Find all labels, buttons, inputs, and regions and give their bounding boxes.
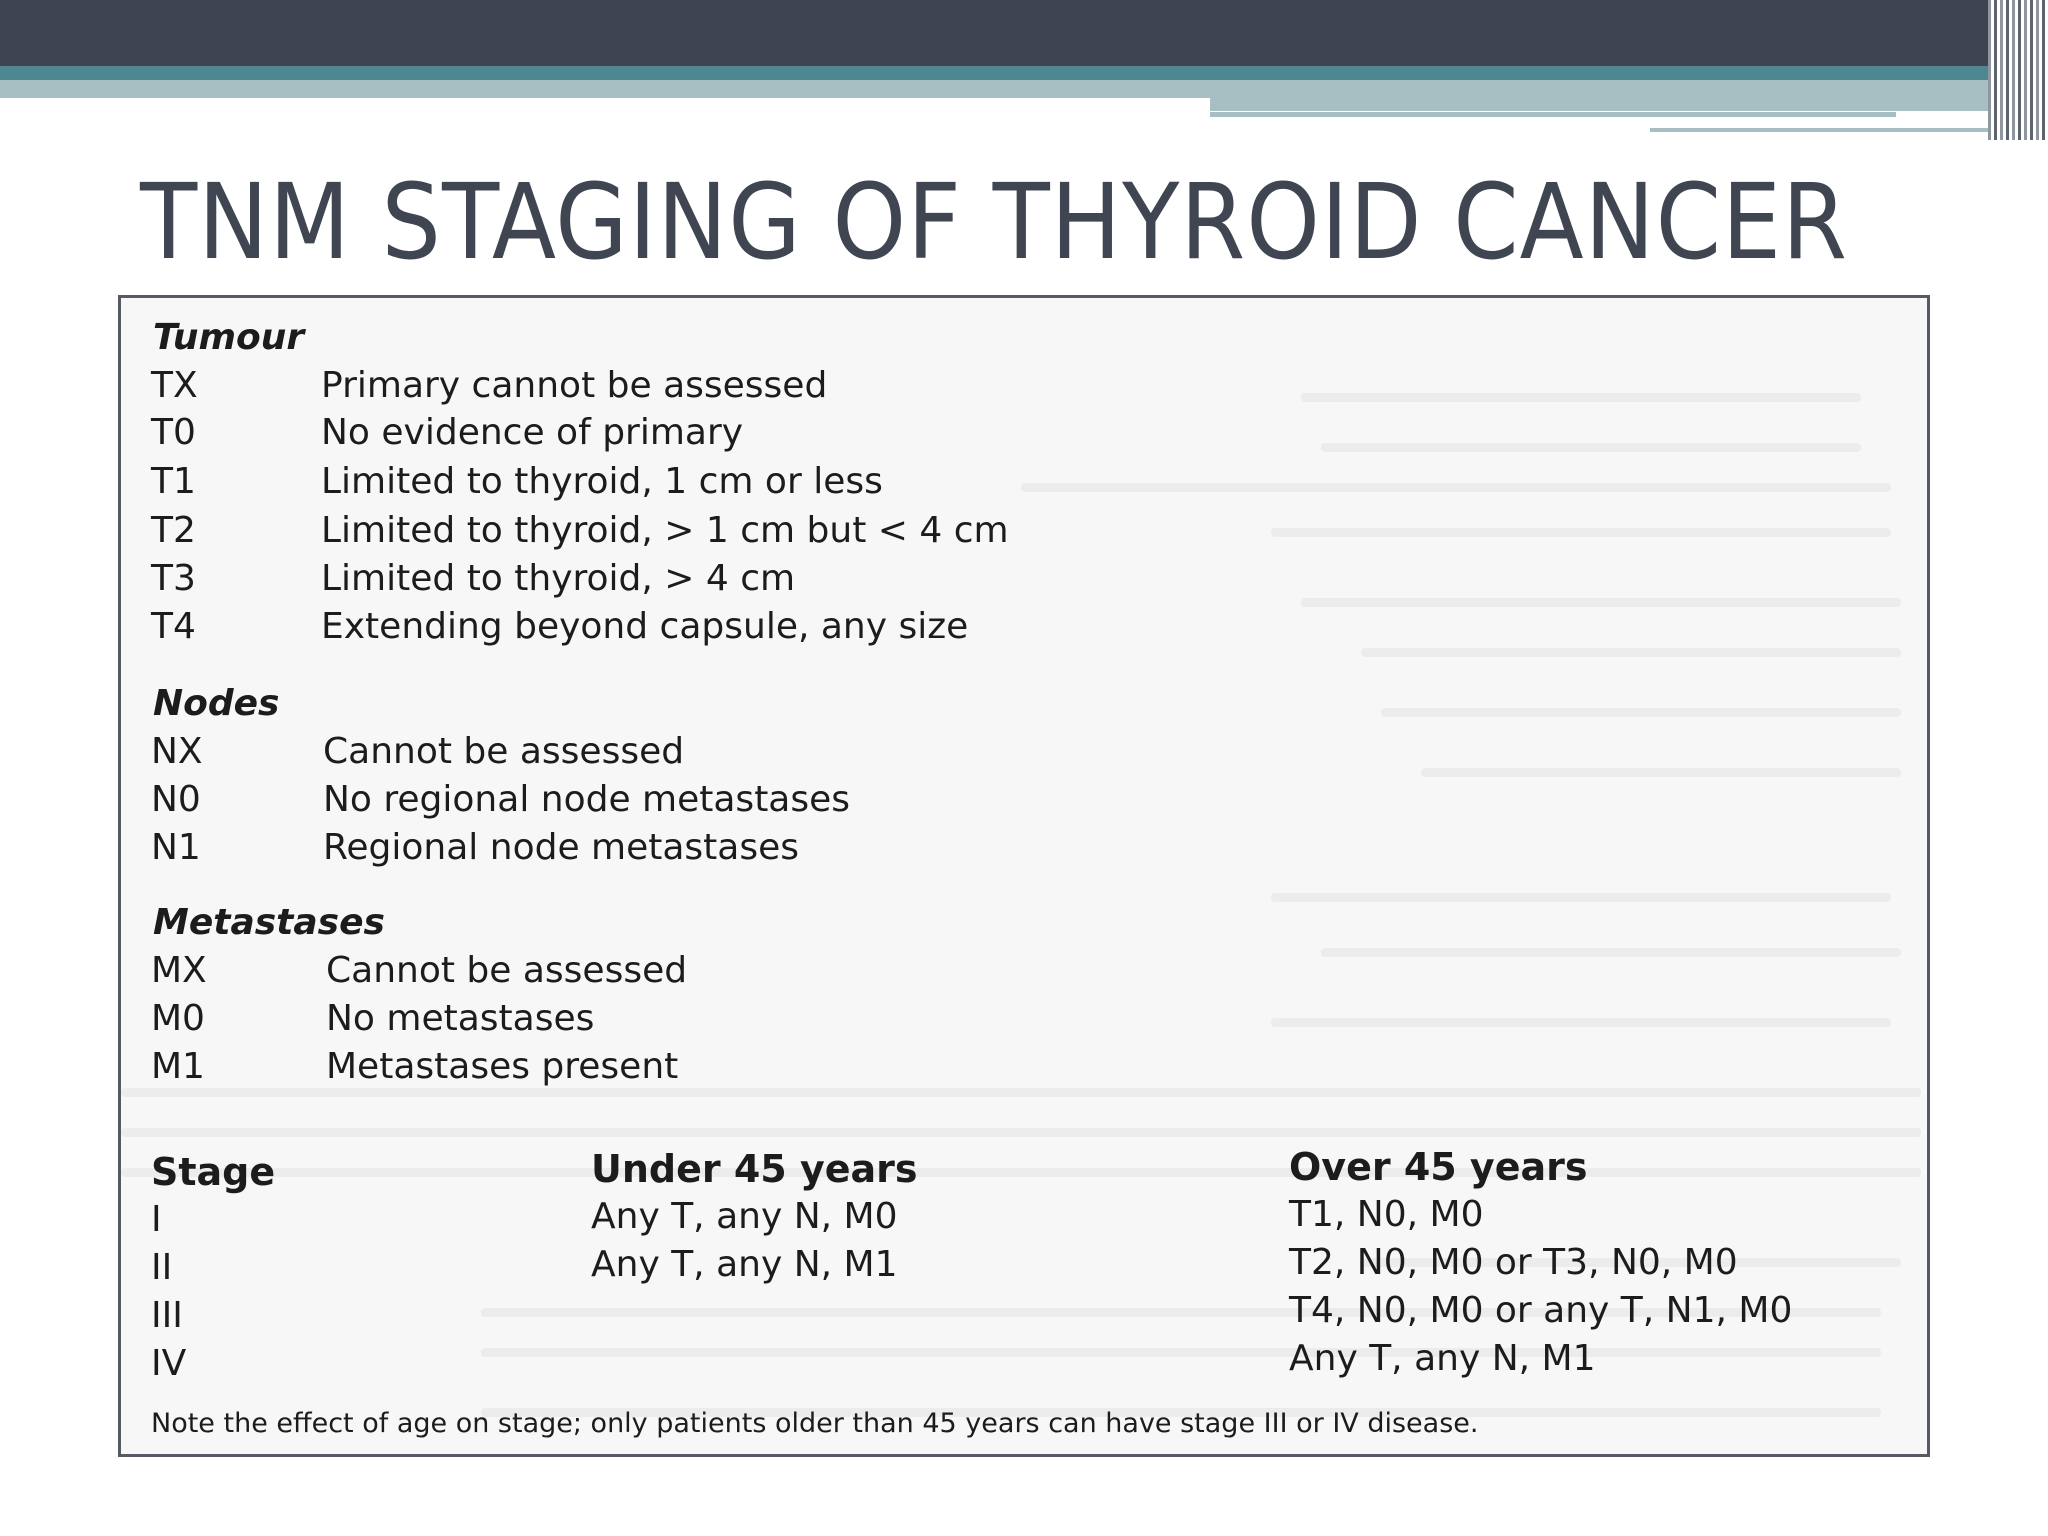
nodes-code: NX (151, 731, 203, 772)
stage-header-stage: Stage (151, 1150, 276, 1194)
tumour-code: T1 (151, 461, 196, 502)
tumour-code: T3 (151, 558, 196, 599)
header-bar-light-right (1210, 80, 1988, 111)
metastases-desc: Cannot be assessed (326, 950, 688, 991)
nodes-desc: Cannot be assessed (323, 731, 685, 772)
stage-label: IV (151, 1343, 187, 1384)
table-note: Note the effect of age on stage; only patients older than 45 years can have stage III or IV disease. (151, 1408, 1479, 1439)
header-accent-line (1210, 112, 1896, 117)
metastases-heading: Metastases (153, 902, 385, 943)
tumour-code: T0 (151, 412, 196, 453)
header-bar-light (0, 80, 1210, 98)
header-bar-dark (0, 0, 1992, 66)
stage-over-45: Any T, any N, M1 (1289, 1338, 1596, 1379)
stage-header-over-45: Over 45 years (1289, 1145, 1588, 1189)
header-bar-teal (0, 66, 1988, 80)
stage-label: I (151, 1199, 162, 1240)
stage-header-under-45: Under 45 years (591, 1147, 918, 1191)
nodes-code: N0 (151, 779, 201, 820)
metastases-code: MX (151, 950, 207, 991)
stage-under-45: Any T, any N, M1 (591, 1244, 898, 1285)
header-accent-line-short (1650, 128, 1988, 132)
stage-over-45: T2, N0, M0 or T3, N0, M0 (1289, 1242, 1738, 1283)
metastases-desc: Metastases present (326, 1046, 679, 1087)
stage-label: II (151, 1247, 173, 1288)
nodes-heading: Nodes (153, 683, 280, 724)
stage-over-45: T4, N0, M0 or any T, N1, M0 (1289, 1290, 1793, 1331)
nodes-desc: Regional node metastases (323, 827, 800, 868)
tumour-desc: Limited to thyroid, 1 cm or less (321, 461, 883, 502)
tumour-code: T2 (151, 510, 196, 551)
tumour-desc: No evidence of primary (321, 412, 744, 453)
header-stripes (1988, 0, 2048, 140)
metastases-code: M0 (151, 998, 205, 1039)
tumour-code: T4 (151, 606, 196, 647)
slide-title: TNM STAGING OF THYROID CANCER (140, 161, 1849, 283)
tumour-heading: Tumour (153, 317, 305, 358)
stage-under-45: Any T, any N, M0 (591, 1196, 898, 1237)
tumour-desc: Primary cannot be assessed (321, 365, 828, 406)
stage-over-45: T1, N0, M0 (1289, 1194, 1484, 1235)
tnm-table-image (118, 295, 1930, 1457)
tumour-code: TX (151, 365, 198, 406)
tumour-desc: Limited to thyroid, > 1 cm but < 4 cm (321, 510, 1009, 551)
metastases-desc: No metastases (326, 998, 595, 1039)
tumour-desc: Extending beyond capsule, any size (321, 606, 969, 647)
tumour-desc: Limited to thyroid, > 4 cm (321, 558, 796, 599)
stage-label: III (151, 1295, 183, 1336)
nodes-desc: No regional node metastases (323, 779, 851, 820)
nodes-code: N1 (151, 827, 201, 868)
metastases-code: M1 (151, 1046, 205, 1087)
